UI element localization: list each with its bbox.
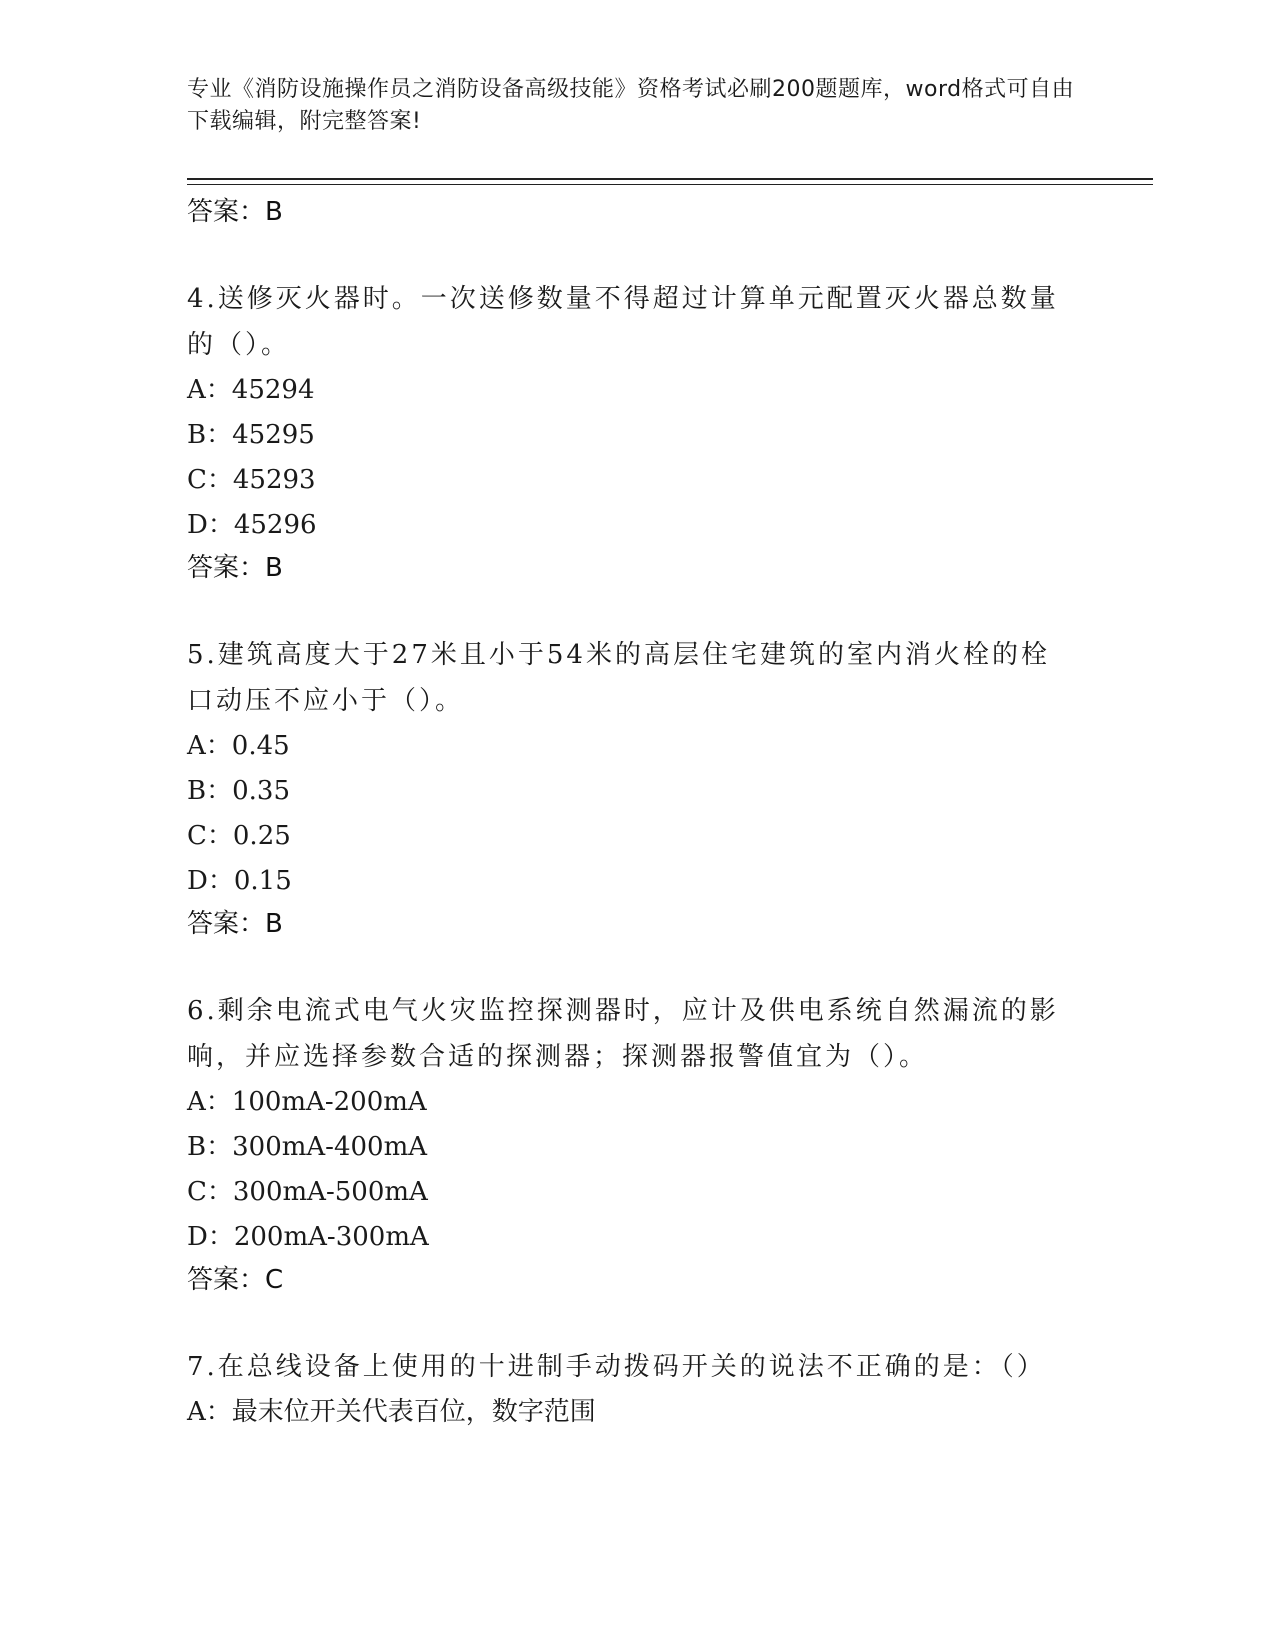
question-6 xyxy=(187,988,1087,1300)
question-text-line: 6.剩余电流式电气火灾监控探测器时，应计及供电系统自然漏流的影 xyxy=(187,996,1059,1026)
spacer xyxy=(187,944,1087,988)
question-text-line: 口动压不应小于（）。 xyxy=(187,686,465,716)
option-c: C：300mA-500mA xyxy=(187,1177,428,1207)
option-c: C：0.25 xyxy=(187,821,291,851)
answer-line: 答案：B xyxy=(187,909,283,939)
option-d: D：0.15 xyxy=(187,866,292,896)
question-5 xyxy=(187,632,1087,944)
question-text-line: 4.送修灭火器时。一次送修数量不得超过计算单元配置灭火器总数量 xyxy=(187,284,1059,314)
spacer xyxy=(187,588,1087,632)
question-text-line: 5.建筑高度大于27米且小于54米的高层住宅建筑的室内消火栓的栓 xyxy=(187,640,1050,670)
option-a: A：0.45 xyxy=(187,731,290,761)
answer-line: 答案：B xyxy=(187,197,283,227)
question-4 xyxy=(187,276,1087,588)
question-text-line: 7.在总线设备上使用的十进制手动拨码开关的说法不正确的是：（） xyxy=(187,1352,1046,1382)
header-rule-thick xyxy=(187,178,1153,180)
spacer xyxy=(187,232,1087,276)
option-a: A：100mA-200mA xyxy=(187,1087,427,1117)
answer-line: 答案：C xyxy=(187,1265,284,1295)
option-a: A：45294 xyxy=(187,375,315,405)
question-7 xyxy=(187,1344,1087,1435)
option-c: C：45293 xyxy=(187,465,316,495)
spacer xyxy=(187,1300,1087,1344)
document-header: 专业《消防设施操作员之消防设备高级技能》资格考试必刷200题题库，word格式可自由下载编辑，附完整答案! xyxy=(187,77,1075,134)
option-b: B：300mA-400mA xyxy=(187,1132,428,1162)
answer-line: 答案：B xyxy=(187,553,283,583)
option-b: B：45295 xyxy=(187,420,315,450)
question-list xyxy=(187,192,1087,1435)
header-rule-thin xyxy=(187,184,1153,185)
option-a: A：最末位开关代表百位，数字范围 xyxy=(187,1397,596,1427)
option-b: B：0.35 xyxy=(187,776,290,806)
option-d: D：200mA-300mA xyxy=(187,1222,429,1252)
option-d: D：45296 xyxy=(187,510,317,540)
question-text-line: 的（）。 xyxy=(187,330,291,360)
question-text-line: 响，并应选择参数合适的探测器；探测器报警值宜为（）。 xyxy=(187,1042,929,1072)
